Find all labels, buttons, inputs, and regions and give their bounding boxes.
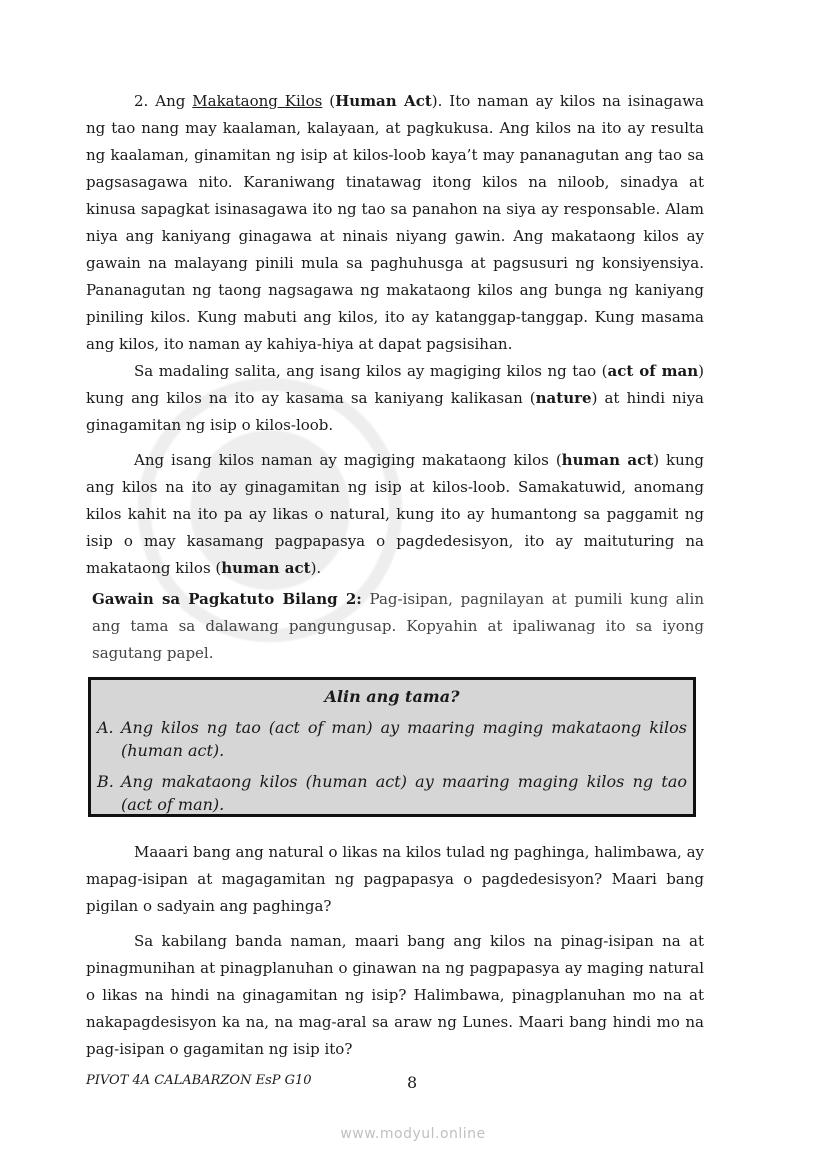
paragraph-kabilang-banda: Sa kabilang banda naman, maari bang ang kilos na pinag-isipan na at pinagmunihan at pinagplanuhan o ginawan na ng pagpapasya ay maging natural o likas na hindi na ginagamitan ng isip? Halimbawa, pinagplanuhan mo na at nakapagdesisyon ka na, na mag-aral sa araw ng Lunes. Maari bang hindi mo na pag-isipan o gagamitan ng isip ito? xyxy=(86,932,704,1058)
paragraph-paghinga: Maaari bang ang natural o likas na kilos tulad ng paghinga, halimbawa, ay mapag-isipan at magagamitan ng pagpapasya o pagdedesisyon? Maari bang pigilan o sadyain ang paghinga? xyxy=(86,843,704,915)
choice-b xyxy=(97,770,687,816)
p2-bold-2: nature xyxy=(535,389,592,407)
choice-a-text: Ang kilos ng tao (act of man) ay maaring maging makataong kilos (human act). xyxy=(121,718,687,760)
page-number: 8 xyxy=(407,1073,418,1092)
gawain-label: Gawain sa Pagkatuto Bilang 2: xyxy=(92,590,362,608)
p3-bold-2: human act xyxy=(221,559,311,577)
footer-title: PIVOT 4A CALABARZON EsP G10 xyxy=(86,1073,312,1088)
paragraph-makataong-kilos xyxy=(86,88,704,358)
p3-d: ). xyxy=(310,559,322,577)
p1-term: Makataong Kilos xyxy=(192,92,323,110)
main-text xyxy=(86,88,704,667)
p1-open: ( xyxy=(322,92,336,110)
p2-c: ) kung ang kilos na ito ay kasama sa kaniyang kalikasan ( xyxy=(86,362,704,407)
p3-a: Ang isang kilos naman ay magiging makataong kilos ( xyxy=(134,451,562,469)
site-url: www.modyul.online xyxy=(340,1126,486,1142)
choice-b-text: Ang makataong kilos (human act) ay maaring maging kilos ng tao (act of man). xyxy=(121,772,687,814)
p3-c: ) kung ang kilos na ito ay ginagamitan ng isip at kilos-loob. Samakatuwid, anomang kilos kahit na ito pa ay likas o natural, kung ito ay humantong sa paggamit ng isip o may kasamang pagpapasya o pagdedesisyon, ito ay maituturing na makataong kilos ( xyxy=(86,451,705,577)
paragraph-human-act xyxy=(86,447,704,582)
question-box xyxy=(88,677,696,817)
p1-rest: ). Ito naman ay kilos na isinagawa ng tao nang may kaalaman, kalayaan, at pagkukusa. Ang kilos na ito ay resulta ng kaalaman, ginamitan ng isip at kilos-loob kaya’t may pananagutan ang tao sa pagsasagawa nito. Karaniwang tinatawag itong kilos na niloob, sinadya at kinusa sapagkat isinasagawa ito ng tao sa panahon na siya ay responsable. Alam niya ang kaniyang ginagawa at ninais niyang gawin. Ang makataong kilos ay gawain na malayang pinili mula sa paghuhusga at pagsusuri ng konsiyensiya. Pananagutan ng taong nagsagawa ng makataong kilos ang bunga ng kaniyang piniling kilos. Kung mabuti ang kilos, ito ay katanggap-tanggap. Kung masama ang kilos, ito naman ay kahiya-hiya at dapat pagsisihan. xyxy=(86,92,704,353)
lower-text xyxy=(86,839,704,1063)
choice-a xyxy=(97,716,687,762)
p1-lead: 2. Ang xyxy=(134,92,193,110)
p2-d: ) at hindi niya ginagamitan ng isip o kilos-loob. xyxy=(86,389,704,434)
p3-bold-1: human act xyxy=(561,451,654,469)
gawain-text: Pag-isipan, pagnilayan at pumili kung alin ang tama sa dalawang pangungusap. Kopyahin at ipaliwanag ito sa iyong sagutang papel. xyxy=(92,590,704,662)
question-box-title: Alin ang tama? xyxy=(324,687,460,706)
choice-a-letter: A. xyxy=(97,718,114,737)
p1-bold: Human Act xyxy=(335,92,432,110)
gawain-instruction xyxy=(86,586,704,667)
choice-b-letter: B. xyxy=(97,772,114,791)
paragraph-madaling-salita xyxy=(86,358,704,439)
p2-a: Sa madaling salita, ang isang kilos ay magiging kilos ng tao ( xyxy=(134,362,608,380)
p2-bold-1: act of man xyxy=(607,362,699,380)
